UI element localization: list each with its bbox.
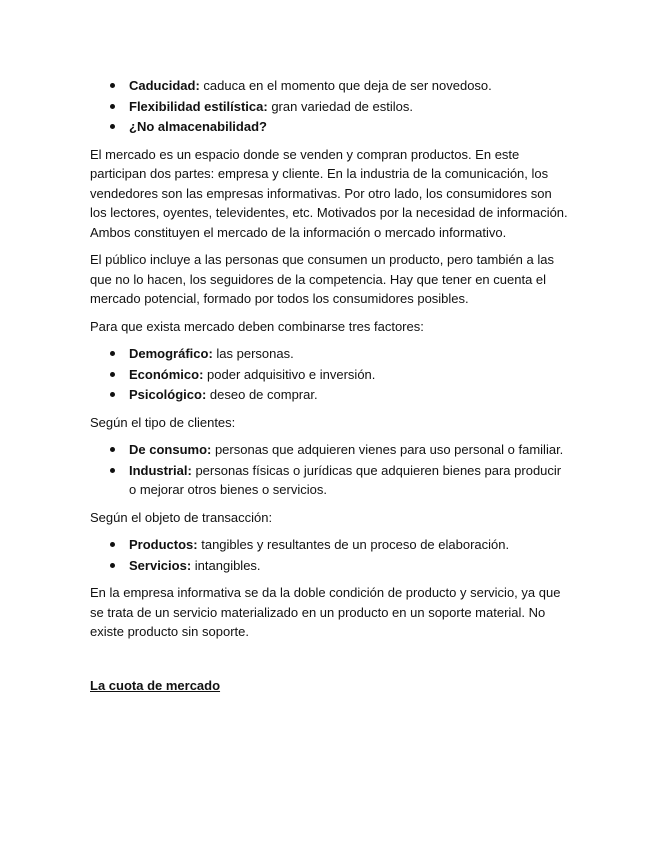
- list-item-text: poder adquisitivo e inversión.: [203, 366, 376, 382]
- list-item: [90, 365, 570, 385]
- paragraph-objeto-transaccion: Según el objeto de transacción:: [90, 509, 273, 525]
- list-item-term: Servicios:: [129, 557, 192, 573]
- characteristics-list: [90, 76, 570, 137]
- list-item-term: Industrial:: [129, 462, 192, 478]
- client-types-list: [90, 440, 570, 500]
- transaction-objects-list: [90, 535, 570, 575]
- list-item-term: Caducidad:: [129, 78, 200, 93]
- paragraph-publico: El público incluye a las personas que consumen un producto, pero también a las que no lo hacen, los seguidores de la competencia. Hay que tener en cuenta el mercado potencial, formado por todos los consumidores posibles.: [90, 252, 554, 306]
- paragraph-mercado: El mercado es un espacio donde se venden y compran productos. En este participan dos partes: empresa y cliente. En la industria de la comunicación, los vendedores son las empresas informativas. Por otro lado, los consumidores son los lectores, oyentes, televidentes, etc. Motivados por la necesidad de información. Ambos constituyen el mercado de la información o mercado informativo.: [90, 146, 568, 240]
- list-item-text: intangibles.: [191, 557, 261, 573]
- list-item: [90, 440, 570, 460]
- paragraph-empresa-informativa: En la empresa informativa se da la doble condición de producto y servicio, ya que se trata de un servicio materializado en un producto en un soporte material. No existe producto sin soporte.: [90, 585, 561, 639]
- list-item: [90, 76, 570, 96]
- list-item-term: ¿No almacenabilidad?: [129, 119, 267, 134]
- list-item-text: tangibles y resultantes de un proceso de elaboración.: [197, 537, 510, 552]
- paragraph-tipo-clientes: Según el tipo de clientes:: [90, 414, 236, 430]
- list-item-term: Económico:: [129, 366, 204, 382]
- list-item-text: gran variedad de estilos.: [267, 98, 413, 114]
- list-item-text: personas que adquieren vienes para uso personal o familiar.: [211, 442, 564, 457]
- list-item: [90, 117, 570, 137]
- list-item: [90, 385, 570, 405]
- section-heading: La cuota de mercado: [90, 677, 221, 693]
- list-item-term: De consumo:: [129, 442, 212, 457]
- paragraph-factores-intro: Para que exista mercado deben combinarse tres factores:: [90, 318, 424, 334]
- list-item: [90, 461, 570, 500]
- list-item-term: Psicológico:: [129, 387, 207, 402]
- document-page: [90, 76, 570, 695]
- list-item-text: caduca en el momento que deja de ser novedoso.: [199, 78, 492, 93]
- list-item-text: las personas.: [212, 346, 294, 361]
- list-item: [90, 535, 570, 555]
- list-item: [90, 344, 570, 364]
- factors-list: [90, 344, 570, 405]
- list-item: [90, 97, 570, 117]
- list-item: [90, 556, 570, 576]
- list-item-text: deseo de comprar.: [206, 387, 318, 402]
- list-item-text: personas físicas o jurídicas que adquieren bienes para producir o mejorar otros bienes o servicios.: [129, 462, 562, 497]
- list-item-term: Demográfico:: [129, 346, 213, 361]
- list-item-term: Flexibilidad estilística:: [129, 98, 268, 114]
- list-item-term: Productos:: [129, 537, 198, 552]
